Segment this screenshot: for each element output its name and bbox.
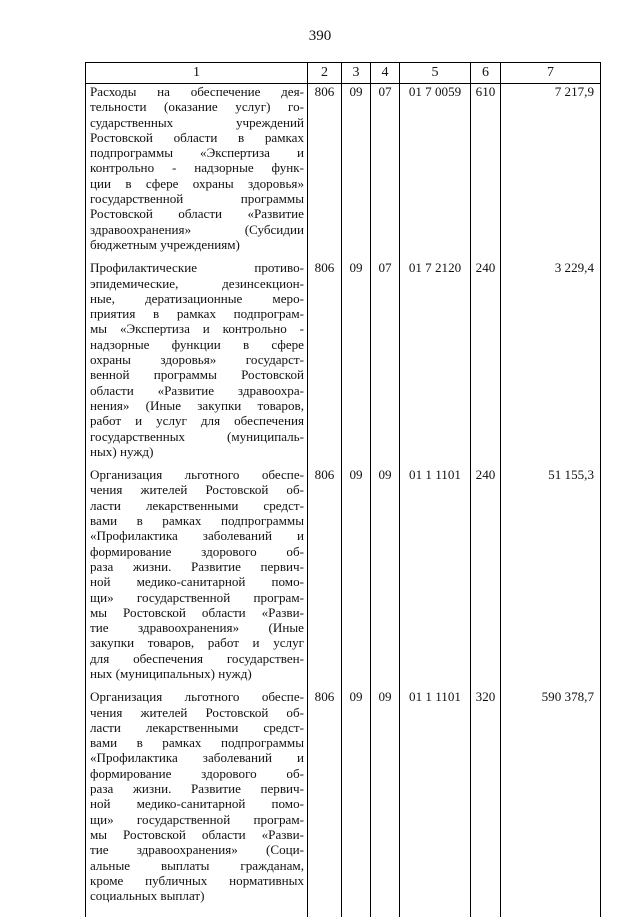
description-line: охраны здоровья» государст- — [90, 352, 304, 368]
description-line: ные, дератизационные меро- — [90, 290, 304, 306]
target-article-code: 01 1 1101 — [400, 689, 471, 917]
description-line: контрольно - надзорные функ- — [90, 160, 304, 176]
description-line: Организация льготного обеспе- — [90, 689, 304, 705]
description-line: Профилактические противо- — [90, 260, 304, 276]
expense-type-code: 240 — [471, 467, 501, 689]
description-line: кроме публичных нормативных — [90, 872, 304, 888]
description-line: государственной программы — [90, 191, 304, 207]
section-code: 09 — [342, 467, 371, 689]
description-line: для обеспечения государствен- — [90, 650, 304, 666]
amount-value: 3 229,4 — [501, 260, 601, 467]
description-line: тие здравоохранения» (Соци- — [90, 842, 304, 858]
description-line: формирование здорового об- — [90, 765, 304, 781]
description-line: раза жизни. Развитие первич- — [90, 781, 304, 797]
description-line: эпидемические, дезинсекцион- — [90, 275, 304, 291]
table-row — [86, 84, 601, 261]
description-line: тельности (оказание услуг) го- — [90, 99, 304, 115]
description-line: Расходы на обеспечение дея- — [90, 84, 304, 99]
section-code: 09 — [342, 84, 371, 261]
table-row — [86, 689, 601, 917]
amount-value: 51 155,3 — [501, 467, 601, 689]
description-line: раза жизни. Развитие первич- — [90, 558, 304, 574]
expense-type-code: 610 — [471, 84, 501, 261]
description-line: мы «Экспертиза и контрольно - — [90, 321, 304, 337]
row-description — [86, 689, 308, 917]
row-description — [86, 260, 308, 467]
page-number: 390 — [308, 28, 332, 44]
description-line: Ростовской области «Развитие — [90, 206, 304, 222]
target-article-code: 01 7 2120 — [400, 260, 471, 467]
target-article-code: 01 7 0059 — [400, 84, 471, 261]
description-line: чения жителей Ростовской об- — [90, 704, 304, 720]
description-line: «Профилактика заболеваний и — [90, 750, 304, 766]
description-line: Организация льготного обеспе- — [90, 467, 304, 483]
description-line: ции в сфере охраны здоровья» — [90, 175, 304, 191]
table-row — [86, 467, 601, 689]
budget-table — [85, 62, 601, 917]
description-line: надзорные функции в сфере — [90, 336, 304, 352]
subsection-code: 07 — [371, 84, 400, 261]
ministry-code: 806 — [308, 467, 342, 689]
ministry-code: 806 — [308, 84, 342, 261]
section-code: 09 — [342, 689, 371, 917]
description-line: приятия в рамках подпрограм- — [90, 306, 304, 322]
description-line: ных (муниципальных) нужд) — [90, 665, 252, 681]
row-description — [86, 467, 308, 689]
description-line: ных) нужд) — [90, 443, 154, 459]
column-header: 4 — [371, 63, 400, 84]
expense-type-code: 240 — [471, 260, 501, 467]
description-line: мы Ростовской области «Разви- — [90, 826, 304, 842]
description-line: альные выплаты гражданам, — [90, 857, 304, 873]
column-header: 6 — [471, 63, 501, 84]
description-line: щи» государственной програм- — [90, 811, 304, 827]
description-line: чения жителей Ростовской об- — [90, 482, 304, 498]
column-header: 1 — [86, 63, 308, 84]
table-header-row — [86, 63, 601, 84]
description-line: ласти лекарственными средст- — [90, 719, 304, 735]
table-row — [86, 260, 601, 467]
expense-type-code: 320 — [471, 689, 501, 917]
description-line: здравоохранения» (Субсидии — [90, 221, 304, 237]
ministry-code: 806 — [308, 260, 342, 467]
column-header: 5 — [400, 63, 471, 84]
description-line: ной медико-санитарной помо- — [90, 796, 304, 812]
description-line: тие здравоохранения» (Иные — [90, 620, 304, 636]
description-line: работ и услуг для обеспечения — [90, 413, 304, 429]
column-header: 2 — [308, 63, 342, 84]
subsection-code: 09 — [371, 689, 400, 917]
description-line: ласти лекарственными средст- — [90, 497, 304, 513]
description-line: ной медико-санитарной помо- — [90, 574, 304, 590]
ministry-code: 806 — [308, 689, 342, 917]
column-header: 7 — [501, 63, 601, 84]
description-line: государственных (муниципаль- — [90, 428, 304, 444]
description-line: щи» государственной програм- — [90, 589, 304, 605]
description-line: «Профилактика заболеваний и — [90, 528, 304, 544]
description-line: формирование здорового об- — [90, 543, 304, 559]
description-line: нения» (Иные закупки товаров, — [90, 397, 304, 413]
description-line: мы Ростовской области «Разви- — [90, 604, 304, 620]
subsection-code: 07 — [371, 260, 400, 467]
subsection-code: 09 — [371, 467, 400, 689]
section-code: 09 — [342, 260, 371, 467]
description-line: вами в рамках подпрограммы — [90, 513, 304, 529]
description-line: бюджетным учреждениям) — [90, 236, 240, 252]
description-line: Ростовской области в рамках — [90, 129, 304, 145]
amount-value: 7 217,9 — [501, 84, 601, 261]
description-line: закупки товаров, работ и услуг — [90, 635, 304, 651]
description-line: области «Развитие здравоохра- — [90, 382, 304, 398]
description-line: социальных выплат) — [90, 888, 205, 904]
description-line: сударственных учреждений — [90, 114, 304, 130]
description-line: венной программы Ростовской — [90, 367, 304, 383]
amount-value: 590 378,7 — [501, 689, 601, 917]
target-article-code: 01 1 1101 — [400, 467, 471, 689]
column-header: 3 — [342, 63, 371, 84]
description-line: вами в рамках подпрограммы — [90, 735, 304, 751]
description-line: подпрограммы «Экспертиза и — [90, 145, 304, 161]
row-description — [86, 84, 308, 261]
